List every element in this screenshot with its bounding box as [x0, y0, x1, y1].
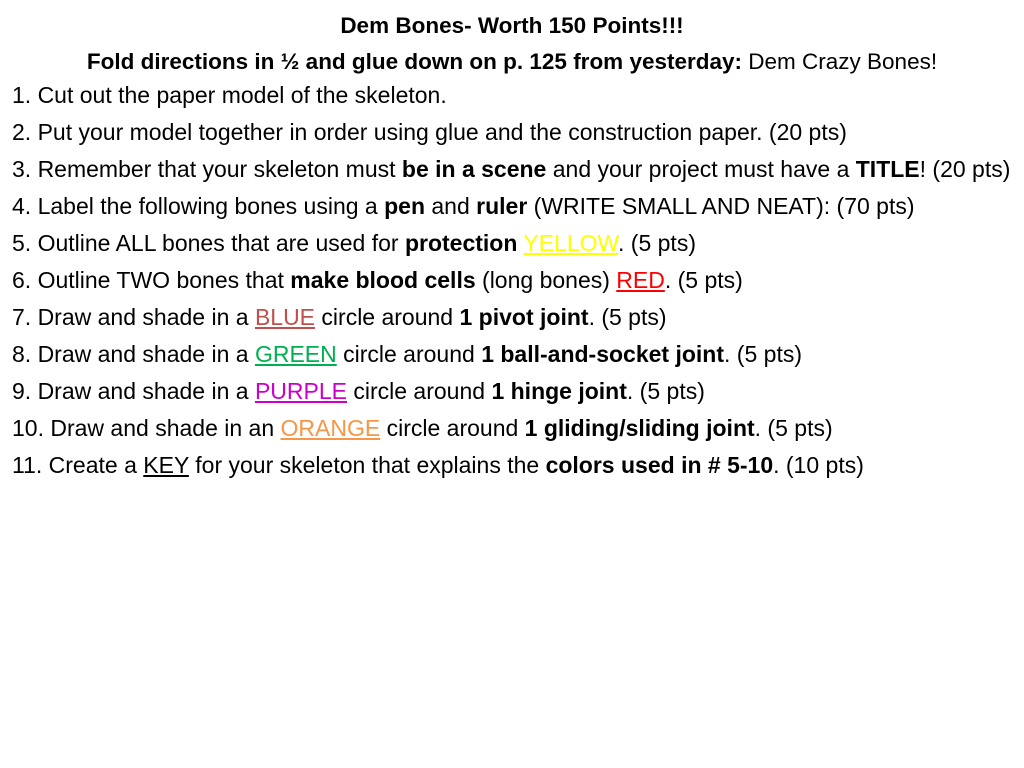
slide-title: Dem Bones- Worth 150 Points!!!: [340, 13, 684, 38]
list-item-3: [12, 154, 1012, 185]
item-text: 6. Outline TWO bones that: [12, 267, 291, 293]
color-word-red: RED: [616, 267, 665, 293]
item-text: . (5 pts): [626, 378, 705, 404]
item-text: . (5 pts): [724, 341, 802, 367]
item-text: . (5 pts): [618, 230, 696, 256]
color-word-orange: ORANGE: [280, 415, 381, 441]
item-bold: 1 gliding/sliding joint: [524, 415, 755, 441]
item-text: (WRITE SMALL AND NEAT): (70 pts): [527, 193, 915, 219]
color-word-purple: PURPLE: [254, 378, 347, 404]
item-text: ! (20 pts): [919, 156, 1011, 182]
slide-subtitle: [12, 44, 1012, 80]
item-text: . (5 pts): [754, 415, 833, 441]
list-item-10: [12, 413, 1012, 444]
item-text: 7. Draw and shade in a: [12, 304, 255, 330]
item-text: . (5 pts): [588, 304, 667, 330]
item-text: circle around: [336, 341, 482, 367]
item-text: . (10 pts): [773, 452, 864, 478]
item-text: 2. Put your model together in order using glue and the construction paper. (20 pts): [12, 119, 847, 145]
item-text: 3. Remember that your skeleton must: [12, 156, 402, 182]
list-item-1: [12, 80, 1012, 111]
item-text: circle around: [346, 378, 492, 404]
list-item-6: [12, 265, 1012, 296]
subtitle-rest: Dem Crazy Bones!: [742, 49, 938, 74]
item-bold: 1 ball-and-socket joint: [481, 341, 725, 367]
item-text: 9. Draw and shade in a: [12, 378, 255, 404]
item-text: 8. Draw and shade in a: [12, 341, 255, 367]
list-item-5: [12, 228, 1012, 259]
color-word-yellow: YELLOW: [523, 230, 619, 256]
list-item-9: [12, 376, 1012, 407]
list-item-8: [12, 339, 1012, 370]
item-bold: make blood cells: [290, 267, 476, 293]
title-block: [12, 8, 1012, 80]
color-word-green: GREEN: [254, 341, 337, 367]
item-bold: 1 hinge joint: [491, 378, 627, 404]
item-text: 4. Label the following bones using a: [12, 193, 385, 219]
item-text: and your project must have a: [546, 156, 856, 182]
item-text: for your skeleton that explains the: [188, 452, 546, 478]
item-bold: colors used in # 5-10: [545, 452, 774, 478]
color-word-blue: BLUE: [254, 304, 316, 330]
key-word: KEY: [143, 452, 189, 478]
item-text: (long bones): [475, 267, 617, 293]
item-bold: protection: [404, 230, 518, 256]
item-bold: TITLE: [855, 156, 920, 182]
item-bold: 1 pivot joint: [459, 304, 589, 330]
item-text: 10. Draw and shade in an: [12, 415, 281, 441]
item-text: 5. Outline ALL bones that are used for: [12, 230, 405, 256]
item-text: 1. Cut out the paper model of the skeleton.: [12, 82, 447, 108]
item-bold: be in a scene: [401, 156, 547, 182]
directions-list: [12, 80, 1012, 481]
item-bold: ruler: [476, 193, 528, 219]
item-text: 11. Create a: [12, 452, 144, 478]
list-item-4: [12, 191, 1012, 222]
subtitle-bold: Fold directions in ½ and glue down on p. 125 from yesterday:: [86, 49, 743, 74]
item-text: . (5 pts): [664, 267, 743, 293]
item-text: circle around: [315, 304, 460, 330]
item-bold: pen: [384, 193, 425, 219]
item-text: and: [425, 193, 477, 219]
item-text: circle around: [380, 415, 525, 441]
list-item-7: [12, 302, 1012, 333]
list-item-2: [12, 117, 1012, 148]
list-item-11: [12, 450, 1012, 481]
